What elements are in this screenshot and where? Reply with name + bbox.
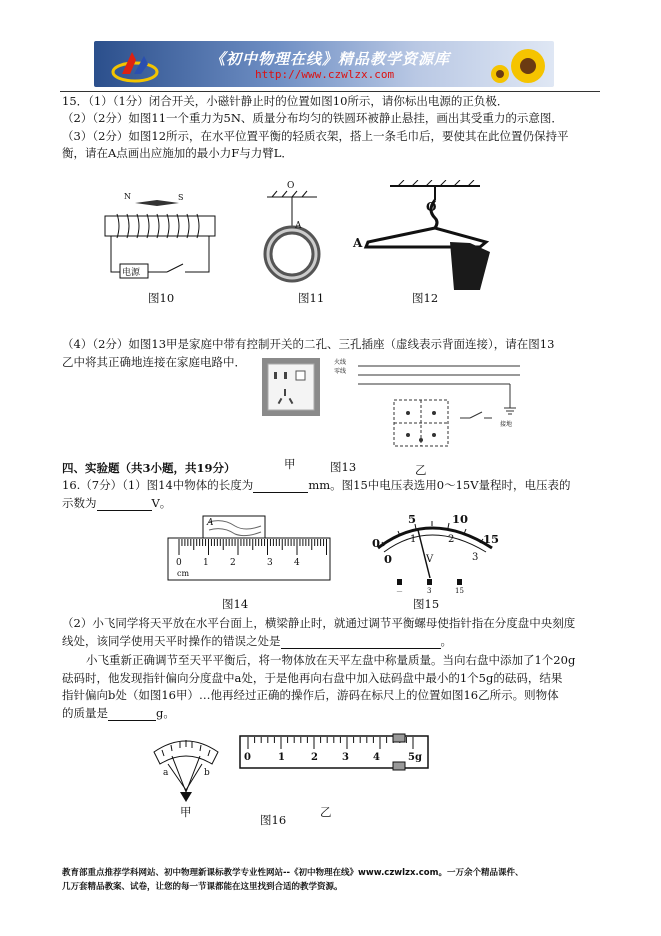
fig13-jia-label: 甲 (284, 457, 296, 471)
q15-line4: 衡，请在A点画出应施加的最小力F与力臂L． (62, 146, 293, 160)
fig11-ring-diagram (262, 180, 322, 290)
q15-line3: （3）（2分）如图12所示，在水平位置平衡的轻质衣架，搭上一条毛巾后，要使其在此位置仍保持平 (62, 129, 569, 143)
fig16-a-label: a (163, 768, 169, 778)
fig14-unit: cm (177, 569, 190, 578)
fig16-dial-diagram (150, 730, 222, 805)
q16-line1-a: 16.（7分）（1）图14中物体的长度为 (62, 478, 254, 492)
fig14-tick-0: 0 (176, 558, 182, 568)
fig10-power-label: 电源 (122, 268, 141, 278)
fig16-tick-3: 3 (342, 752, 349, 763)
fig14-caption: 图14 (222, 597, 249, 611)
fig15-top-15: 15 (483, 532, 500, 546)
q16-p2-line2-a: 线处，该同学使用天平时操作的错误之处是 (62, 634, 281, 648)
fig10-caption: 图10 (148, 291, 175, 305)
fig14-tick-1: 1 (203, 558, 209, 568)
fig14-tick-4: 4 (294, 558, 300, 568)
fig13-live-label: 火线 (334, 359, 347, 366)
fig11-a-label: A (295, 221, 302, 231)
q16-p3-line2: 砝码时，他发现指针偏向分度盘中a处，于是他再向右盘中加入砝码盘中最小的1个5g的砝码，结果 (62, 671, 563, 685)
q16-p2-line1: （2）小飞同学将天平放在水平台面上，横梁静止时，就通过调节平衡螺母使指针指在分度盘中央刻度 (62, 616, 576, 630)
fig16-tick-2: 2 (311, 752, 318, 763)
fig14-object-label: A (207, 518, 214, 528)
fig15-labels (370, 510, 500, 600)
mass-answer-blank[interactable] (108, 706, 156, 721)
logo-icon (110, 46, 160, 84)
fig13-socket-photo (262, 358, 320, 416)
fig14-tick-2: 2 (230, 558, 236, 568)
fig15-unit: V (426, 554, 434, 565)
header-title: 《初中物理在线》精品教学资源库 (210, 50, 451, 68)
q16-line1-b: mm。图15中电压表选用0～15V量程时，电压表的 (308, 478, 571, 492)
fig15-bottom-3: 3 (472, 552, 479, 563)
footer-line1: 教育部重点推荐学科网站、初中物理新课标教学专业性网站--《初中物理在线》www.czwlzx.com。一万余个精品课件、 (62, 868, 524, 878)
footer-line2: 几万套精品教案、试卷，让您的每一节课都能在这里找到合适的教学资源。 (62, 882, 343, 892)
fig15-terminal-neg: － (396, 588, 403, 596)
fig13-caption: 图13 (330, 460, 357, 474)
header-url[interactable]: http://www.czwlzx.com (255, 68, 395, 81)
q15-line1: 15．（1）（1分）闭合开关，小磁针静止时的位置如图10所示，请你标出电源的正负极． (62, 94, 509, 108)
q16-line2-b: V。 (151, 496, 172, 510)
sunflower-icon (480, 44, 550, 86)
q15-4-line1: （4）（2分）如图13甲是家庭中带有控制开关的二孔、三孔插座（虚线表示背面连接），请在图13 (62, 337, 555, 351)
fig15-top-10: 10 (452, 512, 469, 526)
q16-p3-line3: 指针偏向b处（如图16甲）…他再经过正确的操作后，游码在标尺上的位置如图16乙所示。则物体 (62, 688, 559, 702)
q16-line2-a: 示数为 (62, 496, 97, 510)
fig14-tick-3: 3 (267, 558, 273, 568)
q16-p3-line4-b: g。 (156, 706, 175, 720)
fig15-bottom-zero: 0 (384, 552, 393, 566)
fig16-tick-4: 4 (373, 752, 380, 763)
q16-p2-line2-b: 。 (440, 634, 452, 648)
q15-4-line2: 乙中将其正确地连接在家庭电路中． (62, 355, 246, 369)
fig10-s-label: S (178, 193, 184, 202)
q16-p3-line4 (62, 705, 175, 721)
fig10-n-label: N (124, 192, 131, 201)
fig15-caption: 图15 (413, 597, 440, 611)
fig11-caption: 图11 (298, 291, 325, 305)
fig16-jia-label: 甲 (180, 805, 192, 819)
fig16-scale-labels (236, 732, 432, 772)
fig16-b-label: b (204, 768, 210, 778)
fig16-tick-5g: 5g (408, 752, 422, 763)
fig15-terminal-3: 3 (427, 587, 432, 595)
fig12-hanger-diagram (350, 180, 495, 295)
q16-line2 (62, 495, 171, 511)
fig16-yi-label: 乙 (320, 805, 332, 819)
q16-p2-line2 (62, 633, 452, 649)
fig12-o-label: O (426, 200, 437, 214)
fig13-yi-label: 乙 (415, 463, 427, 477)
fig14-tick-labels (165, 512, 335, 584)
length-answer-blank[interactable] (253, 478, 308, 493)
fig12-a-label: A (353, 236, 363, 250)
q16-p3-line1: 小飞重新正确调节至天平平衡后，将一物体放在天平左盘中称量质量。当向右盘中添加了1个20g (86, 653, 576, 667)
fig15-zero: 0 (372, 536, 381, 550)
section4-title: 四、实验题（共3小题，共19分） (62, 461, 236, 475)
fig13-neutral-label: 零线 (334, 368, 347, 375)
fig16-caption: 图16 (260, 813, 287, 827)
fig15-bottom-2: 2 (448, 534, 455, 545)
fig10-solenoid-diagram (95, 188, 225, 288)
fig15-bottom-1: 1 (410, 534, 417, 545)
q16-line1 (62, 477, 571, 493)
fig13-ground-label: 接地 (500, 421, 513, 428)
header-divider (60, 91, 600, 92)
q16-p3-line4-a: 的质量是 (62, 706, 108, 720)
fig16-tick-1: 1 (278, 752, 285, 763)
q15-line2: （2）（2分）如图11一个重力为5N、质量分布均匀的铁圆环被静止悬挂，画出其受重力的示意图． (62, 111, 563, 125)
fig15-terminal-15: 15 (455, 587, 464, 595)
voltage-answer-blank[interactable] (97, 496, 152, 511)
fig11-o-label: O (287, 181, 295, 191)
fig15-top-5: 5 (408, 512, 417, 526)
fig13-wiring-diagram (330, 360, 530, 460)
fig12-caption: 图12 (412, 291, 439, 305)
fig16-tick-0: 0 (244, 752, 251, 763)
balance-error-blank[interactable] (281, 634, 441, 649)
